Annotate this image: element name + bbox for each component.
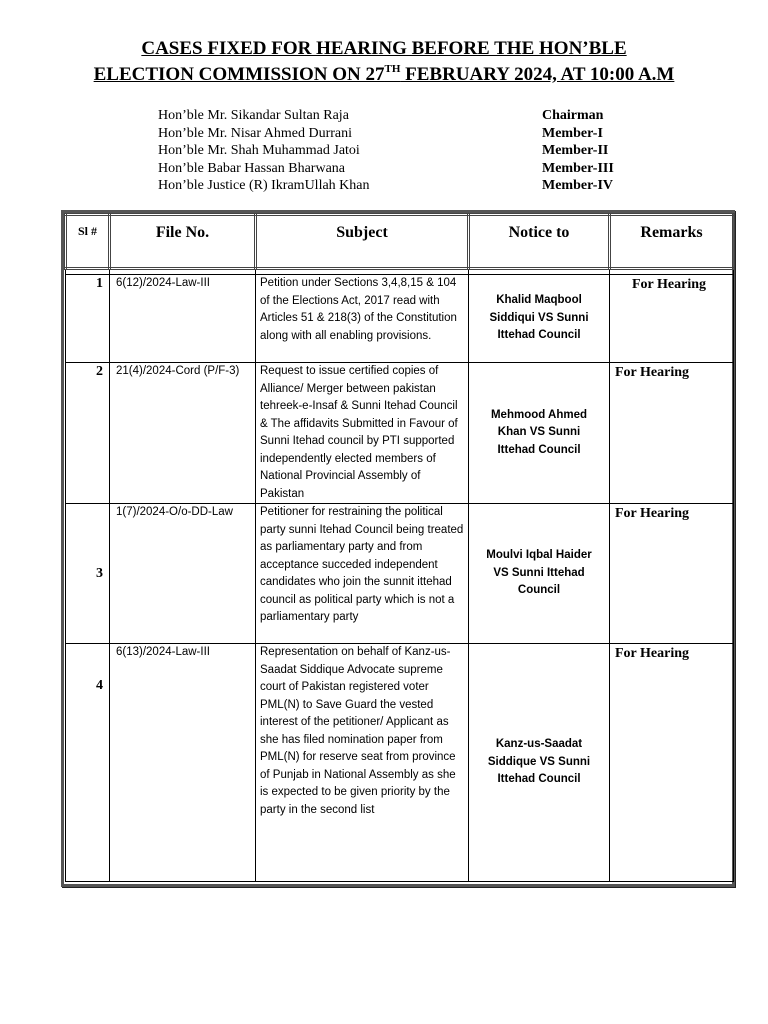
cell-notice-to: Moulvi Iqbal Haider VS Sunni Ittehad Council <box>469 504 610 644</box>
cell-remarks: For Hearing <box>610 363 734 504</box>
cell-subject: Request to issue certified copies of Alliance/ Merger between pakistan tehreek-e-Insaf & Sunni Itehad Council & The affidavits Submitted in Favour of Sunni Itehad council by PTI supported independently elected members of National Provincial Assembly of Pakistan <box>256 363 469 504</box>
cell-sl: 4 <box>66 644 110 882</box>
header-notice-to: Notice to <box>469 215 610 269</box>
bench-members-list <box>158 107 638 195</box>
member-row <box>158 177 638 195</box>
member-role: Member-II <box>542 143 609 158</box>
cases-table-frame <box>61 210 735 887</box>
member-role: Chairman <box>542 108 604 123</box>
cell-remarks: For Hearing <box>610 644 734 882</box>
member-name: Hon’ble Mr. Sikandar Sultan Raja <box>158 108 349 123</box>
cell-file-no: 6(13)/2024-Law-III <box>110 644 256 882</box>
member-name: Hon’ble Justice (R) IkramUllah Khan <box>158 178 370 193</box>
header-sl: Sl # <box>66 215 110 269</box>
cell-notice-to: Kanz-us-Saadat Siddique VS Sunni Ittehad Council <box>469 644 610 882</box>
member-role: Member-III <box>542 160 614 176</box>
member-name: Hon’ble Babar Hassan Bharwana <box>158 160 345 176</box>
cell-notice-to: Khalid Maqbool Siddiqui VS Sunni Ittehad Council <box>469 275 610 363</box>
cell-file-no: 1(7)/2024-O/o-DD-Law <box>110 504 256 644</box>
header-subject: Subject <box>256 215 469 269</box>
document-title-line-2: ELECTION COMMISSION ON 27TH FEBRUARY 2024, AT 10:00 A.M <box>93 63 675 85</box>
cell-sl: 1 <box>66 275 110 363</box>
cases-table <box>64 213 735 882</box>
table-row <box>66 644 734 882</box>
member-role: Member-IV <box>542 178 614 193</box>
member-row <box>158 160 638 178</box>
cell-subject: Representation on behalf of Kanz-us-Saadat Siddique Advocate supreme court of Pakistan registered voter PML(N) to Save Guard the vested interest of the petitioner/ Applicant as she has filed nomination paper from PML(N) for reserve seat from province of Punjab in National Assembly as she is expected to be given priority by the party in the second list <box>256 644 469 882</box>
member-name: Hon’ble Mr. Shah Muhammad Jatoi <box>158 143 360 158</box>
cell-remarks: For Hearing <box>610 275 734 363</box>
cell-notice-to: Mehmood Ahmed Khan VS Sunni Ittehad Council <box>469 363 610 504</box>
cell-sl: 3 <box>66 504 110 644</box>
cell-file-no: 6(12)/2024-Law-III <box>110 275 256 363</box>
header-remarks: Remarks <box>610 215 734 269</box>
cell-file-no: 21(4)/2024-Cord (P/F-3) <box>110 363 256 504</box>
member-row <box>158 125 638 143</box>
table-row <box>66 504 734 644</box>
member-name: Hon’ble Mr. Nisar Ahmed Durrani <box>158 125 353 141</box>
cell-sl: 2 <box>66 363 110 504</box>
table-row <box>66 275 734 363</box>
member-role: Member-I <box>542 125 603 141</box>
cell-remarks: For Hearing <box>610 504 734 644</box>
header-file-no: File No. <box>110 215 256 269</box>
cell-subject: Petition under Sections 3,4,8,15 & 104 of the Elections Act, 2017 read with Articles 51 & 218(3) of the Constitution along with all enabling provisions. <box>256 275 469 363</box>
member-row <box>158 107 638 125</box>
table-row <box>66 363 734 504</box>
member-row <box>158 142 638 160</box>
cell-subject: Petitioner for restraining the political party sunni Itehad Council being treated as parliamentary party and from acceptance succeded independent candidates who join the sunnit ittehad council as political party which is not a parliamentary party <box>256 504 469 644</box>
table-header-row <box>66 215 734 269</box>
document-title-line-1: CASES FIXED FOR HEARING BEFORE THE HON’BLE <box>141 38 627 59</box>
